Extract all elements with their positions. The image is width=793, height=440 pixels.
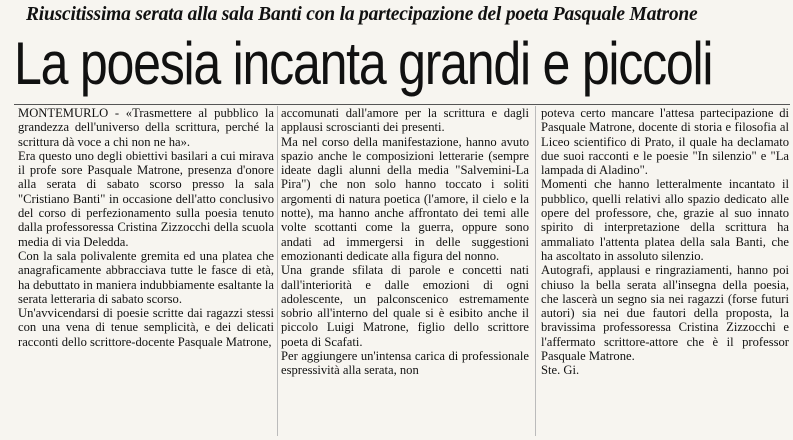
- paragraph: poteva certo mancare l'attesa partecipazione di Pasquale Matrone, docente di storia e filosofia al Liceo scientifico di Prato, il quale ha declamato due suoi racconti e le poesie "In silenzio" e "La lampada di Aladino".: [541, 106, 789, 178]
- column-divider: [277, 106, 278, 436]
- paragraph: Per aggiungere un'intensa carica di professionale espressività alla serata, non: [281, 349, 529, 378]
- article-column-1: [18, 106, 274, 440]
- headline-rule: [14, 104, 790, 105]
- article-headline: La poesia incanta grandi e piccoli: [14, 30, 713, 97]
- article-column-2: [281, 106, 529, 440]
- paragraph: Con la sala polivalente gremita ed una platea che anagraficamente abbracciava tutte le fasce di età, ha debuttato in maniera indubbiamente esaltante la serata letteraria di sabato scorso.: [18, 248, 274, 306]
- paragraph: Momenti che hanno letteralmente incantato il pubblico, quelli relativi allo spazio dedicato alle opere del professore, che, grazie al suo innato spirito di interpretazione della scrittura ha ammaliato l'attenta platea della sala Banti, che ha ascoltato in assoluto silenzio.: [541, 177, 789, 263]
- paragraph: Una grande sfilata di parole e concetti nati dall'interiorità e dalle emozioni di ogni adolescente, un palconscenico estremamente sobrio all'interno del quale si è esibito anche il piccolo Luigi Matrone, figlio dello scrittore poeta di Scafati.: [281, 263, 529, 349]
- paragraph: Autografi, applausi e ringraziamenti, hanno poi chiuso la bella serata all'insegna della poesia, che lascerà un segno sia nei ragazzi (forse futuri autori) sia nei due fautori della proposta, la bravissima professoressa Cristina Zizzocchi e l'affermato scrittore-attore che è il professor Pasquale Matrone.: [541, 263, 789, 364]
- article-kicker: Riuscitissima serata alla sala Banti con la partecipazione del poeta Pasquale Matrone: [26, 4, 698, 25]
- paragraph: Ma nel corso della manifestazione, hanno avuto spazio anche le composizioni letterarie (sempre ideate dagli alunni della media "Salvemini-La Pira") che non solo hanno toccato i soliti argomenti di natura poetica (l'amore, il cielo e la notte), ma hanno anche affrontato dei temi alle volte scottanti come la guerra, oppure sono andati ad immergersi in delle suggestioni emozionanti dedicate alla figura del nonno.: [281, 134, 529, 263]
- column-divider: [535, 106, 536, 436]
- paragraph: MONTEMURLO - «Trasmettere al pubblico la grandezza dell'universo della scrittura, perché la scrittura dà voce a chi non ne ha».: [18, 106, 274, 149]
- paragraph: accomunati dall'amore per la scrittura e dagli applausi scroscianti dei presenti.: [281, 106, 529, 135]
- paragraph: Era questo uno degli obiettivi basilari a cui mirava il profe sore Pasquale Matrone, presenza d'onore alla serata di sabato scorso presso la sala "Cristiano Banti" in occasione dell'atto conclusivo del corso di perfezionamento sulla poesia tenuto dalla professoressa Cristina Zizzocchi della scuola media di via Deledda.: [18, 148, 274, 249]
- article-signature: Ste. Gi.: [541, 363, 580, 378]
- paragraph: Un'avvicendarsi di poesie scritte dai ragazzi stessi con una vena di tenue semplicità, e dei delicati racconti dello scrittore-docente Pasquale Matrone,: [18, 306, 274, 349]
- article-column-3: [541, 106, 789, 440]
